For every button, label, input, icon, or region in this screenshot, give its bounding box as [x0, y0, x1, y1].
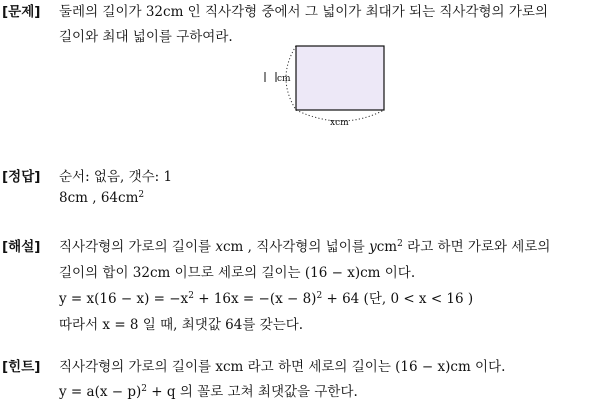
- side-unit-label: cm: [277, 74, 291, 84]
- hint-text-line2: $y = a(x - p)^2 + q$ 의 꼴로 고쳐 최댓값을 구한다.: [59, 384, 358, 400]
- solution-text-line2: 길이의 합이 32cm 이므로 세로의 길이는 (16 − x)cm 이다.: [59, 265, 416, 281]
- rectangle-shape: [296, 46, 384, 110]
- answer-text-line2: 8cm , $64cm^2$: [59, 190, 145, 206]
- problem-label: [문제]: [2, 4, 41, 20]
- solution-label: [해설]: [2, 239, 41, 255]
- hint-label: [힌트]: [2, 359, 41, 375]
- bottom-length-label: xcm: [330, 118, 349, 128]
- problem-text-line2: 길이와 최대 넓이를 구하여라.: [59, 29, 233, 45]
- answer-label: [정답]: [2, 169, 41, 185]
- rectangle-figure: [258, 42, 393, 132]
- solution-text-line3: $y = x(16 - x) = -x^2 + 16x = -(x - 8)^2 + 64$ (단, 0 < x < 16 ): [59, 291, 474, 307]
- hint-text-line1: 직사각형의 가로의 길이를 xcm 라고 하면 세로의 길이는 (16 − x)cm 이다.: [59, 359, 506, 375]
- problem-text-line1: 둘레의 길이가 32cm 인 직사각형 중에서 그 넓이가 최대가 되는 직사각형의 가로의: [59, 4, 549, 20]
- answer-text-line1: 순서: 없음, 갯수: 1: [59, 169, 173, 185]
- solution-text-line4: 따라서 x = 8 일 때, 최댓값 64를 갖는다.: [59, 317, 304, 333]
- solution-text-line1: 직사각형의 가로의 길이를 xcm , 직사각형의 넓이를 ycm$^2$ 라고 하면 가로와 세로의: [59, 239, 551, 255]
